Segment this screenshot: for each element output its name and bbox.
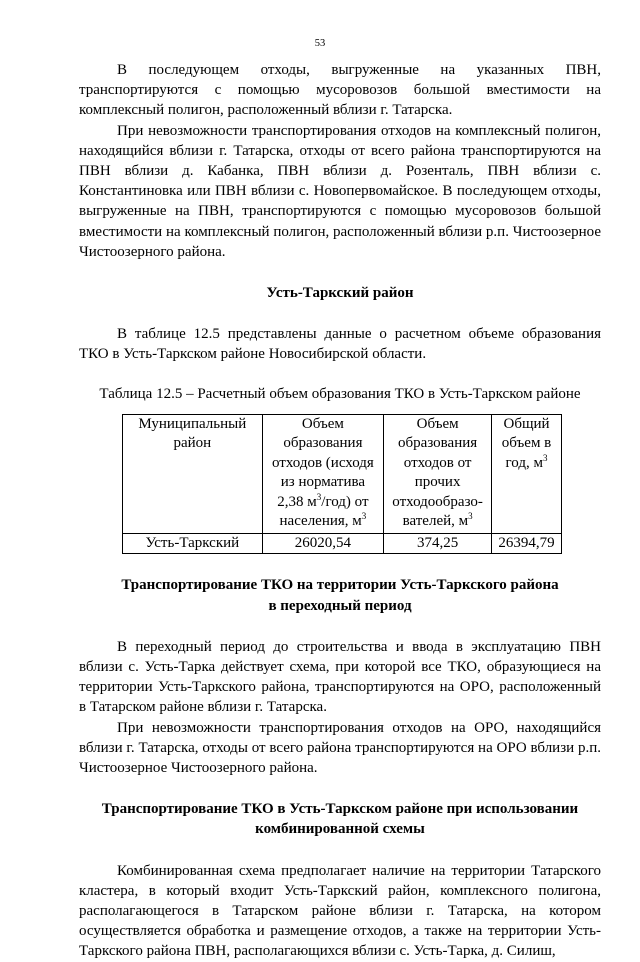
table-row <box>123 533 562 554</box>
heading-combined-scheme <box>79 799 601 839</box>
column-header-other-volume: Объем образования отходов от прочих отходообразо-вателей, $м^3$ <box>384 414 492 533</box>
page-content <box>79 60 601 962</box>
heading-line: комбинированной схемы <box>255 821 425 838</box>
heading-transition-period <box>79 575 601 615</box>
column-header-district: Муниципальный район <box>123 414 263 533</box>
table-intro-paragraph: В таблице 12.5 представлены данные о расчетном объеме образования ТКО в Усть-Таркском районе Новосибирской области. <box>79 326 601 363</box>
cell-total-volume: 26394,79 <box>492 533 562 554</box>
table-header-row <box>123 414 562 533</box>
column-header-total-volume: Общий объем в год, $м^3$ <box>492 414 562 533</box>
heading-line: Транспортирование ТКО на территории Усть-Таркского района <box>121 577 559 594</box>
paragraph: При невозможности транспортирования отходов на ОРО, находящийся вблизи г. Татарска, отходы от всего района транспортируются на ОРО вблизи р.п. Чистоозерное Чистоозерного района. <box>79 719 601 776</box>
paragraph: В последующем отходы, выгруженные на указанных ПВН, транспортируются с помощью мусоровозов большой вместимости на комплексный полигон, расположенный вблизи г. Татарска. <box>79 62 601 119</box>
data-table <box>122 414 562 555</box>
heading-line: Транспортирование ТКО в Усть-Таркском районе при использовании <box>101 801 579 818</box>
column-header-population-volume: Объем образования отходов (исходя из норматива 2,38 $м^3/год$) от населения, $м^3$ <box>262 414 384 533</box>
paragraph: В переходный период до строительства и ввода в эксплуатацию ПВН вблизи с. Усть-Тарка действует схема, при которой все ТКО, образующиеся на территории Усть-Таркского района, транспортируются на ОРО, расположенный в Татарском районе вблизи г. Татарска. <box>79 638 601 716</box>
cell-other-volume: 374,25 <box>384 533 492 554</box>
paragraph: Комбинированная схема предполагает наличие на территории Татарского кластера, в который входит Усть-Таркский район, комплексного полигона, располагающегося в Татарском районе вблизи г. Татарска, на котором осуществляется обработка и размещение отходов, а также на территории Усть-Таркского района ПВН, располагающихся вблизи с. Усть-Тарка, д. Силиш, <box>79 862 601 960</box>
heading-line: в переходный период <box>268 597 412 614</box>
paragraph: При невозможности транспортирования отходов на комплексный полигон, находящийся вблизи г. Татарска, отходы от всего района транспортируются на ПВН вблизи д. Кабанка, ПВН вблизи д. Розенталь, ПВН вблизи с. Константиновка или ПВН вблизи с. Новопервомайское. В последующем отходы, выгруженные на ПВН, транспортируются с помощью мусоровозов большой вместимости на комплексный полигон, расположенный вблизи р.п. Чистоозерное Чистоозерного района. <box>79 122 601 260</box>
page-number: 53 <box>314 38 326 49</box>
cell-district: Усть-Таркский <box>123 533 263 554</box>
cell-population-volume: 26020,54 <box>262 533 384 554</box>
table-caption: Таблица 12.5 – Расчетный объем образования ТКО в Усть-Таркском районе <box>99 385 581 402</box>
section-heading: Усть-Таркский район <box>266 285 414 302</box>
